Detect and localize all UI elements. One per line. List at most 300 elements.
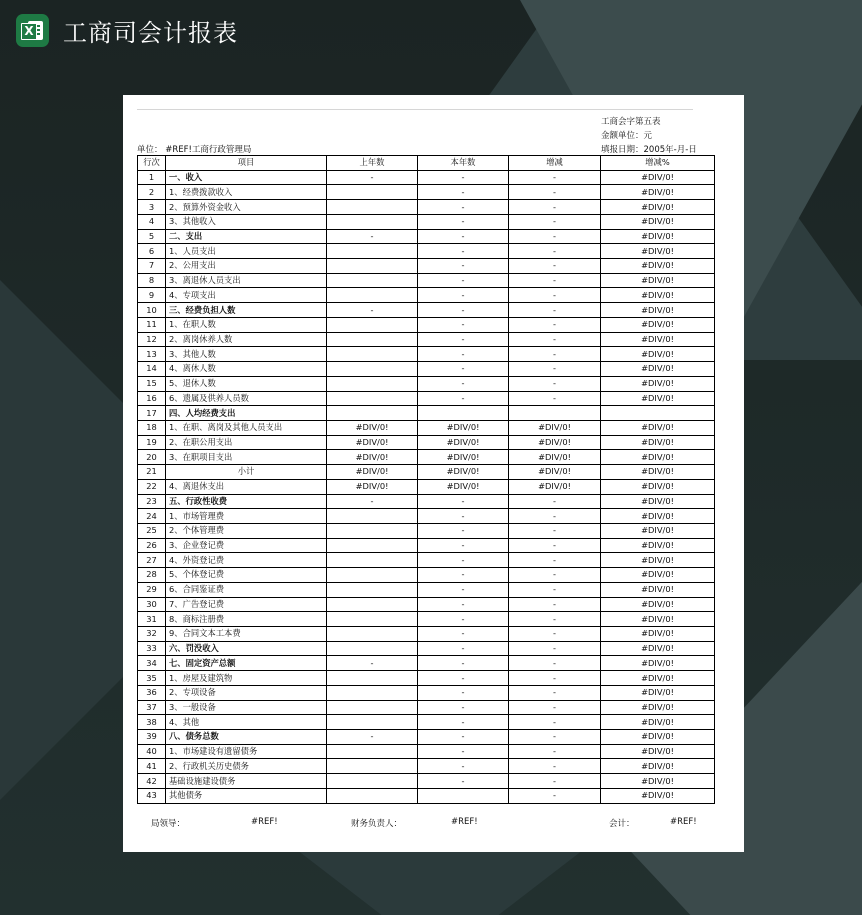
row-number: 12 [138, 332, 166, 347]
last-year-value [327, 362, 418, 377]
change-value: - [509, 362, 601, 377]
this-year-value: - [418, 494, 509, 509]
this-year-value: - [418, 538, 509, 553]
table-row [138, 538, 715, 553]
table-row [138, 656, 715, 671]
change-value: - [509, 244, 601, 259]
row-item: 二、支出 [166, 229, 327, 244]
row-number: 40 [138, 744, 166, 759]
table-row [138, 200, 715, 215]
table-row [138, 700, 715, 715]
col-header-item: 项目 [166, 156, 327, 171]
table-row [138, 347, 715, 362]
this-year-value: - [418, 185, 509, 200]
row-number: 39 [138, 730, 166, 745]
this-year-value: - [418, 730, 509, 745]
row-item: 2、专项设备 [166, 685, 327, 700]
this-year-value: #DIV/0! [418, 435, 509, 450]
finance-label: 财务负责人： [351, 819, 403, 829]
last-year-value [327, 553, 418, 568]
row-item: 9、合同文本工本费 [166, 627, 327, 642]
row-number: 23 [138, 494, 166, 509]
last-year-value: - [327, 494, 418, 509]
change-pct-value: #DIV/0! [601, 450, 715, 465]
change-value: - [509, 685, 601, 700]
row-item: 3、企业登记费 [166, 538, 327, 553]
table-row [138, 627, 715, 642]
change-pct-value: #DIV/0! [601, 568, 715, 583]
row-item: 4、离休人数 [166, 362, 327, 377]
row-number: 38 [138, 715, 166, 730]
table-row [138, 362, 715, 377]
row-number: 5 [138, 229, 166, 244]
row-number: 25 [138, 523, 166, 538]
change-pct-value: #DIV/0! [601, 509, 715, 524]
row-item: 2、预算外资金收入 [166, 200, 327, 215]
change-value: - [509, 317, 601, 332]
row-item: 其他债务 [166, 788, 327, 803]
this-year-value: - [418, 273, 509, 288]
change-pct-value: #DIV/0! [601, 671, 715, 686]
accountant-value: #REF! [670, 817, 697, 827]
last-year-value: #DIV/0! [327, 420, 418, 435]
row-number: 7 [138, 259, 166, 274]
change-pct-value: #DIV/0! [601, 656, 715, 671]
table-row [138, 759, 715, 774]
this-year-value: - [418, 347, 509, 362]
row-item: 4、离退休支出 [166, 479, 327, 494]
change-pct-value: #DIV/0! [601, 288, 715, 303]
app-title: 工商司会计报表 [63, 18, 238, 47]
table-row [138, 523, 715, 538]
last-year-value [327, 376, 418, 391]
last-year-value: #DIV/0! [327, 465, 418, 480]
row-number: 28 [138, 568, 166, 583]
change-pct-value: #DIV/0! [601, 317, 715, 332]
fill-date: 填报日期：2005年-月-日 [601, 145, 697, 155]
this-year-value: - [418, 774, 509, 789]
last-year-value [327, 597, 418, 612]
row-item: 6、合同鉴证费 [166, 582, 327, 597]
table-header [138, 156, 715, 171]
row-number: 18 [138, 420, 166, 435]
change-pct-value: #DIV/0! [601, 759, 715, 774]
change-pct-value: #DIV/0! [601, 362, 715, 377]
row-number: 42 [138, 774, 166, 789]
leader-label: 局领导： [151, 819, 186, 829]
row-number: 11 [138, 317, 166, 332]
last-year-value: #DIV/0! [327, 435, 418, 450]
last-year-value [327, 347, 418, 362]
row-item: 1、经费拨款收入 [166, 185, 327, 200]
report-sheet [123, 95, 744, 852]
change-pct-value: #DIV/0! [601, 376, 715, 391]
table-row [138, 214, 715, 229]
table-row [138, 685, 715, 700]
change-pct-value: #DIV/0! [601, 700, 715, 715]
last-year-value: - [327, 730, 418, 745]
this-year-value: - [418, 170, 509, 185]
this-year-value: - [418, 685, 509, 700]
table-row [138, 582, 715, 597]
row-item: 3、在职项目支出 [166, 450, 327, 465]
row-number: 30 [138, 597, 166, 612]
change-pct-value: #DIV/0! [601, 420, 715, 435]
last-year-value [327, 700, 418, 715]
change-pct-value: #DIV/0! [601, 303, 715, 318]
change-pct-value: #DIV/0! [601, 774, 715, 789]
row-item: 1、市场建设有遗留债务 [166, 744, 327, 759]
row-item: 七、固定资产总额 [166, 656, 327, 671]
table-row [138, 553, 715, 568]
table-row [138, 259, 715, 274]
row-number: 35 [138, 671, 166, 686]
row-item: 八、债务总数 [166, 730, 327, 745]
row-number: 32 [138, 627, 166, 642]
change-pct-value: #DIV/0! [601, 744, 715, 759]
row-number: 22 [138, 479, 166, 494]
change-value: - [509, 214, 601, 229]
table-row [138, 332, 715, 347]
change-pct-value: #DIV/0! [601, 715, 715, 730]
row-number: 26 [138, 538, 166, 553]
row-number: 4 [138, 214, 166, 229]
row-number: 15 [138, 376, 166, 391]
leader-value: #REF! [251, 817, 278, 827]
row-number: 37 [138, 700, 166, 715]
change-pct-value: #DIV/0! [601, 582, 715, 597]
this-year-value: - [418, 656, 509, 671]
change-value: - [509, 494, 601, 509]
row-number: 36 [138, 685, 166, 700]
change-value: - [509, 612, 601, 627]
last-year-value [327, 582, 418, 597]
last-year-value [327, 273, 418, 288]
row-item: 1、房屋及建筑物 [166, 671, 327, 686]
change-pct-value: #DIV/0! [601, 788, 715, 803]
table-row [138, 494, 715, 509]
row-item: 五、行政性收费 [166, 494, 327, 509]
last-year-value [327, 685, 418, 700]
table-row [138, 715, 715, 730]
this-year-value: - [418, 700, 509, 715]
last-year-value [327, 627, 418, 642]
this-year-value: - [418, 715, 509, 730]
last-year-value [327, 317, 418, 332]
reporting-unit: 单位： #REF!工商行政管理局 [137, 145, 252, 155]
row-item: 基础设施建设债务 [166, 774, 327, 789]
change-pct-value: #DIV/0! [601, 685, 715, 700]
col-header-change-pct: 增减% [601, 156, 715, 171]
table-row [138, 435, 715, 450]
change-value: - [509, 597, 601, 612]
change-value: - [509, 185, 601, 200]
change-pct-value: #DIV/0! [601, 391, 715, 406]
excel-icon: X [16, 14, 49, 47]
change-value: - [509, 332, 601, 347]
this-year-value: - [418, 229, 509, 244]
last-year-value [327, 523, 418, 538]
this-year-value: - [418, 362, 509, 377]
this-year-value: - [418, 744, 509, 759]
row-item: 3、一般设备 [166, 700, 327, 715]
last-year-value [327, 671, 418, 686]
change-value: - [509, 303, 601, 318]
table-row [138, 774, 715, 789]
row-item: 5、个体登记费 [166, 568, 327, 583]
table-row [138, 465, 715, 480]
this-year-value: - [418, 214, 509, 229]
this-year-value: - [418, 759, 509, 774]
form-name: 工商会字第五表 [601, 117, 661, 127]
last-year-value [327, 259, 418, 274]
last-year-value [327, 744, 418, 759]
app-header [16, 12, 238, 48]
row-number: 24 [138, 509, 166, 524]
row-number: 10 [138, 303, 166, 318]
last-year-value [327, 759, 418, 774]
this-year-value: - [418, 641, 509, 656]
row-number: 6 [138, 244, 166, 259]
this-year-value [418, 406, 509, 421]
row-item: 六、罚没收入 [166, 641, 327, 656]
table-row [138, 229, 715, 244]
change-value [509, 406, 601, 421]
row-number: 9 [138, 288, 166, 303]
this-year-value: - [418, 553, 509, 568]
table-row [138, 303, 715, 318]
change-value: - [509, 553, 601, 568]
change-value: #DIV/0! [509, 465, 601, 480]
change-pct-value: #DIV/0! [601, 273, 715, 288]
row-number: 31 [138, 612, 166, 627]
row-number: 33 [138, 641, 166, 656]
table-row [138, 391, 715, 406]
row-item: 2、公用支出 [166, 259, 327, 274]
col-header-change: 增减 [509, 156, 601, 171]
row-item: 3、其他收入 [166, 214, 327, 229]
change-pct-value: #DIV/0! [601, 627, 715, 642]
table-row [138, 597, 715, 612]
last-year-value: #DIV/0! [327, 479, 418, 494]
last-year-value [327, 185, 418, 200]
change-pct-value [601, 406, 715, 421]
row-item: 2、个体管理费 [166, 523, 327, 538]
row-number: 13 [138, 347, 166, 362]
last-year-value [327, 332, 418, 347]
change-pct-value: #DIV/0! [601, 332, 715, 347]
change-pct-value: #DIV/0! [601, 538, 715, 553]
table-row [138, 420, 715, 435]
this-year-value: - [418, 200, 509, 215]
change-pct-value: #DIV/0! [601, 597, 715, 612]
this-year-value: - [418, 509, 509, 524]
change-value: #DIV/0! [509, 420, 601, 435]
row-item: 1、在职人数 [166, 317, 327, 332]
row-item: 小计 [166, 465, 327, 480]
last-year-value: #DIV/0! [327, 450, 418, 465]
row-item: 8、商标注册费 [166, 612, 327, 627]
this-year-value: - [418, 244, 509, 259]
last-year-value [327, 391, 418, 406]
change-value: - [509, 229, 601, 244]
table-row [138, 170, 715, 185]
change-value: - [509, 582, 601, 597]
this-year-value: - [418, 612, 509, 627]
change-value: - [509, 259, 601, 274]
change-value: - [509, 700, 601, 715]
change-value: - [509, 523, 601, 538]
change-pct-value: #DIV/0! [601, 494, 715, 509]
last-year-value: - [327, 229, 418, 244]
table-row [138, 185, 715, 200]
change-pct-value: #DIV/0! [601, 553, 715, 568]
this-year-value: - [418, 391, 509, 406]
change-pct-value: #DIV/0! [601, 347, 715, 362]
row-item: 三、经费负担人数 [166, 303, 327, 318]
last-year-value [327, 200, 418, 215]
this-year-value: - [418, 523, 509, 538]
row-item: 一、收入 [166, 170, 327, 185]
table-row [138, 479, 715, 494]
change-value: - [509, 788, 601, 803]
change-pct-value: #DIV/0! [601, 244, 715, 259]
last-year-value [327, 509, 418, 524]
col-header-this-year: 本年数 [418, 156, 509, 171]
change-pct-value: #DIV/0! [601, 259, 715, 274]
change-value: - [509, 627, 601, 642]
currency-unit: 金额单位：元 [601, 131, 653, 141]
change-pct-value: #DIV/0! [601, 730, 715, 745]
top-divider [137, 109, 693, 110]
change-pct-value: #DIV/0! [601, 229, 715, 244]
change-value: - [509, 273, 601, 288]
this-year-value: - [418, 671, 509, 686]
this-year-value: - [418, 597, 509, 612]
row-number: 1 [138, 170, 166, 185]
change-value: - [509, 509, 601, 524]
row-item: 四、人均经费支出 [166, 406, 327, 421]
table-row [138, 273, 715, 288]
change-value: - [509, 288, 601, 303]
this-year-value: - [418, 303, 509, 318]
change-value: - [509, 538, 601, 553]
row-item: 3、其他人数 [166, 347, 327, 362]
row-number: 14 [138, 362, 166, 377]
this-year-value: - [418, 288, 509, 303]
row-item: 2、行政机关历史债务 [166, 759, 327, 774]
row-item: 4、专项支出 [166, 288, 327, 303]
last-year-value [327, 244, 418, 259]
row-number: 2 [138, 185, 166, 200]
table-row [138, 317, 715, 332]
change-value: - [509, 641, 601, 656]
change-value: - [509, 200, 601, 215]
change-pct-value: #DIV/0! [601, 612, 715, 627]
table-row [138, 376, 715, 391]
this-year-value: - [418, 376, 509, 391]
change-pct-value: #DIV/0! [601, 200, 715, 215]
change-value: - [509, 376, 601, 391]
table-row [138, 612, 715, 627]
this-year-value [418, 788, 509, 803]
change-pct-value: #DIV/0! [601, 435, 715, 450]
row-item: 4、其他 [166, 715, 327, 730]
change-value: - [509, 759, 601, 774]
change-value: - [509, 656, 601, 671]
last-year-value [327, 612, 418, 627]
change-pct-value: #DIV/0! [601, 465, 715, 480]
row-number: 41 [138, 759, 166, 774]
finance-value: #REF! [451, 817, 478, 827]
report-table [137, 155, 715, 804]
table-row [138, 288, 715, 303]
this-year-value: #DIV/0! [418, 479, 509, 494]
change-value: - [509, 730, 601, 745]
this-year-value: - [418, 332, 509, 347]
change-value: - [509, 568, 601, 583]
this-year-value: - [418, 627, 509, 642]
change-pct-value: #DIV/0! [601, 523, 715, 538]
last-year-value [327, 568, 418, 583]
change-value: - [509, 391, 601, 406]
last-year-value [327, 406, 418, 421]
this-year-value: - [418, 259, 509, 274]
last-year-value [327, 288, 418, 303]
table-row [138, 509, 715, 524]
row-item: 6、遗属及供养人员数 [166, 391, 327, 406]
table-row [138, 568, 715, 583]
row-number: 17 [138, 406, 166, 421]
table-row [138, 744, 715, 759]
change-pct-value: #DIV/0! [601, 641, 715, 656]
table-row [138, 406, 715, 421]
change-value: - [509, 170, 601, 185]
change-pct-value: #DIV/0! [601, 170, 715, 185]
row-number: 29 [138, 582, 166, 597]
table-row [138, 641, 715, 656]
last-year-value: - [327, 656, 418, 671]
last-year-value [327, 774, 418, 789]
row-number: 16 [138, 391, 166, 406]
row-number: 3 [138, 200, 166, 215]
change-pct-value: #DIV/0! [601, 185, 715, 200]
this-year-value: - [418, 568, 509, 583]
change-value: - [509, 671, 601, 686]
last-year-value: - [327, 170, 418, 185]
accountant-label: 会计： [609, 819, 635, 829]
this-year-value: - [418, 582, 509, 597]
col-header-last-year: 上年数 [327, 156, 418, 171]
col-header-no: 行次 [138, 156, 166, 171]
row-item: 2、离岗休养人数 [166, 332, 327, 347]
change-pct-value: #DIV/0! [601, 214, 715, 229]
row-item: 7、广告登记费 [166, 597, 327, 612]
row-number: 8 [138, 273, 166, 288]
table-row [138, 788, 715, 803]
change-value: - [509, 347, 601, 362]
row-item: 1、在职、离岗及其他人员支出 [166, 420, 327, 435]
last-year-value [327, 538, 418, 553]
last-year-value: - [327, 303, 418, 318]
row-number: 19 [138, 435, 166, 450]
change-value: - [509, 774, 601, 789]
last-year-value [327, 788, 418, 803]
change-value: - [509, 744, 601, 759]
row-number: 43 [138, 788, 166, 803]
table-row [138, 671, 715, 686]
row-number: 34 [138, 656, 166, 671]
